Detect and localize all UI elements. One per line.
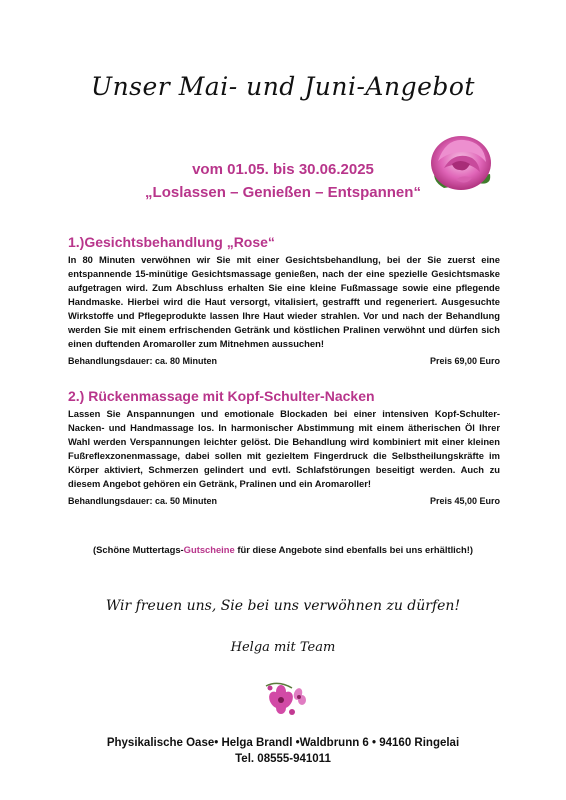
note-highlight: Gutscheine bbox=[183, 544, 235, 555]
offer-section-2 bbox=[68, 388, 500, 506]
signature: Helga mit Team bbox=[230, 640, 336, 655]
offer-duration: Behandlungsdauer: ca. 50 Minuten bbox=[68, 496, 218, 506]
offer-duration: Behandlungsdauer: ca. 80 Minuten bbox=[68, 356, 218, 366]
offer-heading: 1.)Gesichtsbehandlung „Rose“ bbox=[68, 234, 275, 250]
closing-line: Wir freuen uns, Sie bei uns verwöhnen zu dürfen! bbox=[105, 598, 461, 614]
offer-price: Preis 69,00 Euro bbox=[429, 356, 500, 366]
offer-section-1 bbox=[68, 234, 500, 366]
note-text-after: für diese Angebote sind ebenfalls bei uns erhältlich!) bbox=[234, 544, 473, 555]
offer-price: Preis 45,00 Euro bbox=[429, 496, 500, 506]
page-title: Unser Mai- und Juni-Angebot bbox=[91, 72, 475, 101]
offer-meta bbox=[68, 356, 500, 366]
offer-motto: „Loslassen – Genießen – Entspannen“ bbox=[145, 184, 421, 201]
footer-phone: Tel. 08555-941011 bbox=[235, 753, 331, 765]
footer-address: Physikalische Oase• Helga Brandl •Waldbrunn 6 • 94160 Ringelai bbox=[106, 737, 460, 749]
orchid-flower-icon bbox=[262, 678, 308, 718]
offer-meta bbox=[68, 496, 500, 506]
note-text-before: (Schöne Muttertags- bbox=[93, 544, 184, 555]
offer-description: Lassen Sie Anspannungen und emotionale Blockaden bei einer intensiven Kopf-Schulter-Nacken- und Handmassage los. In harmonischer Abstimmung mit einem ätherischen Öl Ihrer Wahl werden Verspannungen leichter gelöst. Die Behandlung wird kombiniert mit einer kleinen Fußreflexzonenmassage, dabei sollen mit gezieltem Fingerdruck die Selbstheilungskräfte im Körper aktiviert, Schmerzen gelindert und evtl. Schlafstörungen beseitigt werden. Auch zu diesem Angebot gehören ein Getränk, Pralinen und ein Aromaroller! bbox=[68, 408, 500, 489]
offer-description: In 80 Minuten verwöhnen wir Sie mit einer Gesichtsbehandlung, bei der Sie zuerst eine entspannende 15-minütige Gesichtsmassage genießen, nach der eine spezielle Gesichtsmaske aufgetragen wird. Zum Abschluss erhalten Sie eine kleine Fußmassage sowie eine pflegende Handmaske. Hierbei wird die Haut versorgt, vitalisiert, gestrafft und regeneriert. Ausgesuchte Wirkstoffe und Pflegeprodukte lassen Ihre Haut wieder strahlen. Vor und nach der Behandlung werden Sie mit einem erfrischenden Getränk und köstlichen Pralinen verwöhnt und dürfen sich einen duftenden Aromaroller zum Mitnehmen aussuchen! bbox=[68, 254, 500, 349]
gift-voucher-note bbox=[0, 544, 566, 555]
offer-heading: 2.) Rückenmassage mit Kopf-Schulter-Nacken bbox=[68, 388, 375, 404]
offer-dates: vom 01.05. bis 30.06.2025 bbox=[192, 161, 374, 178]
